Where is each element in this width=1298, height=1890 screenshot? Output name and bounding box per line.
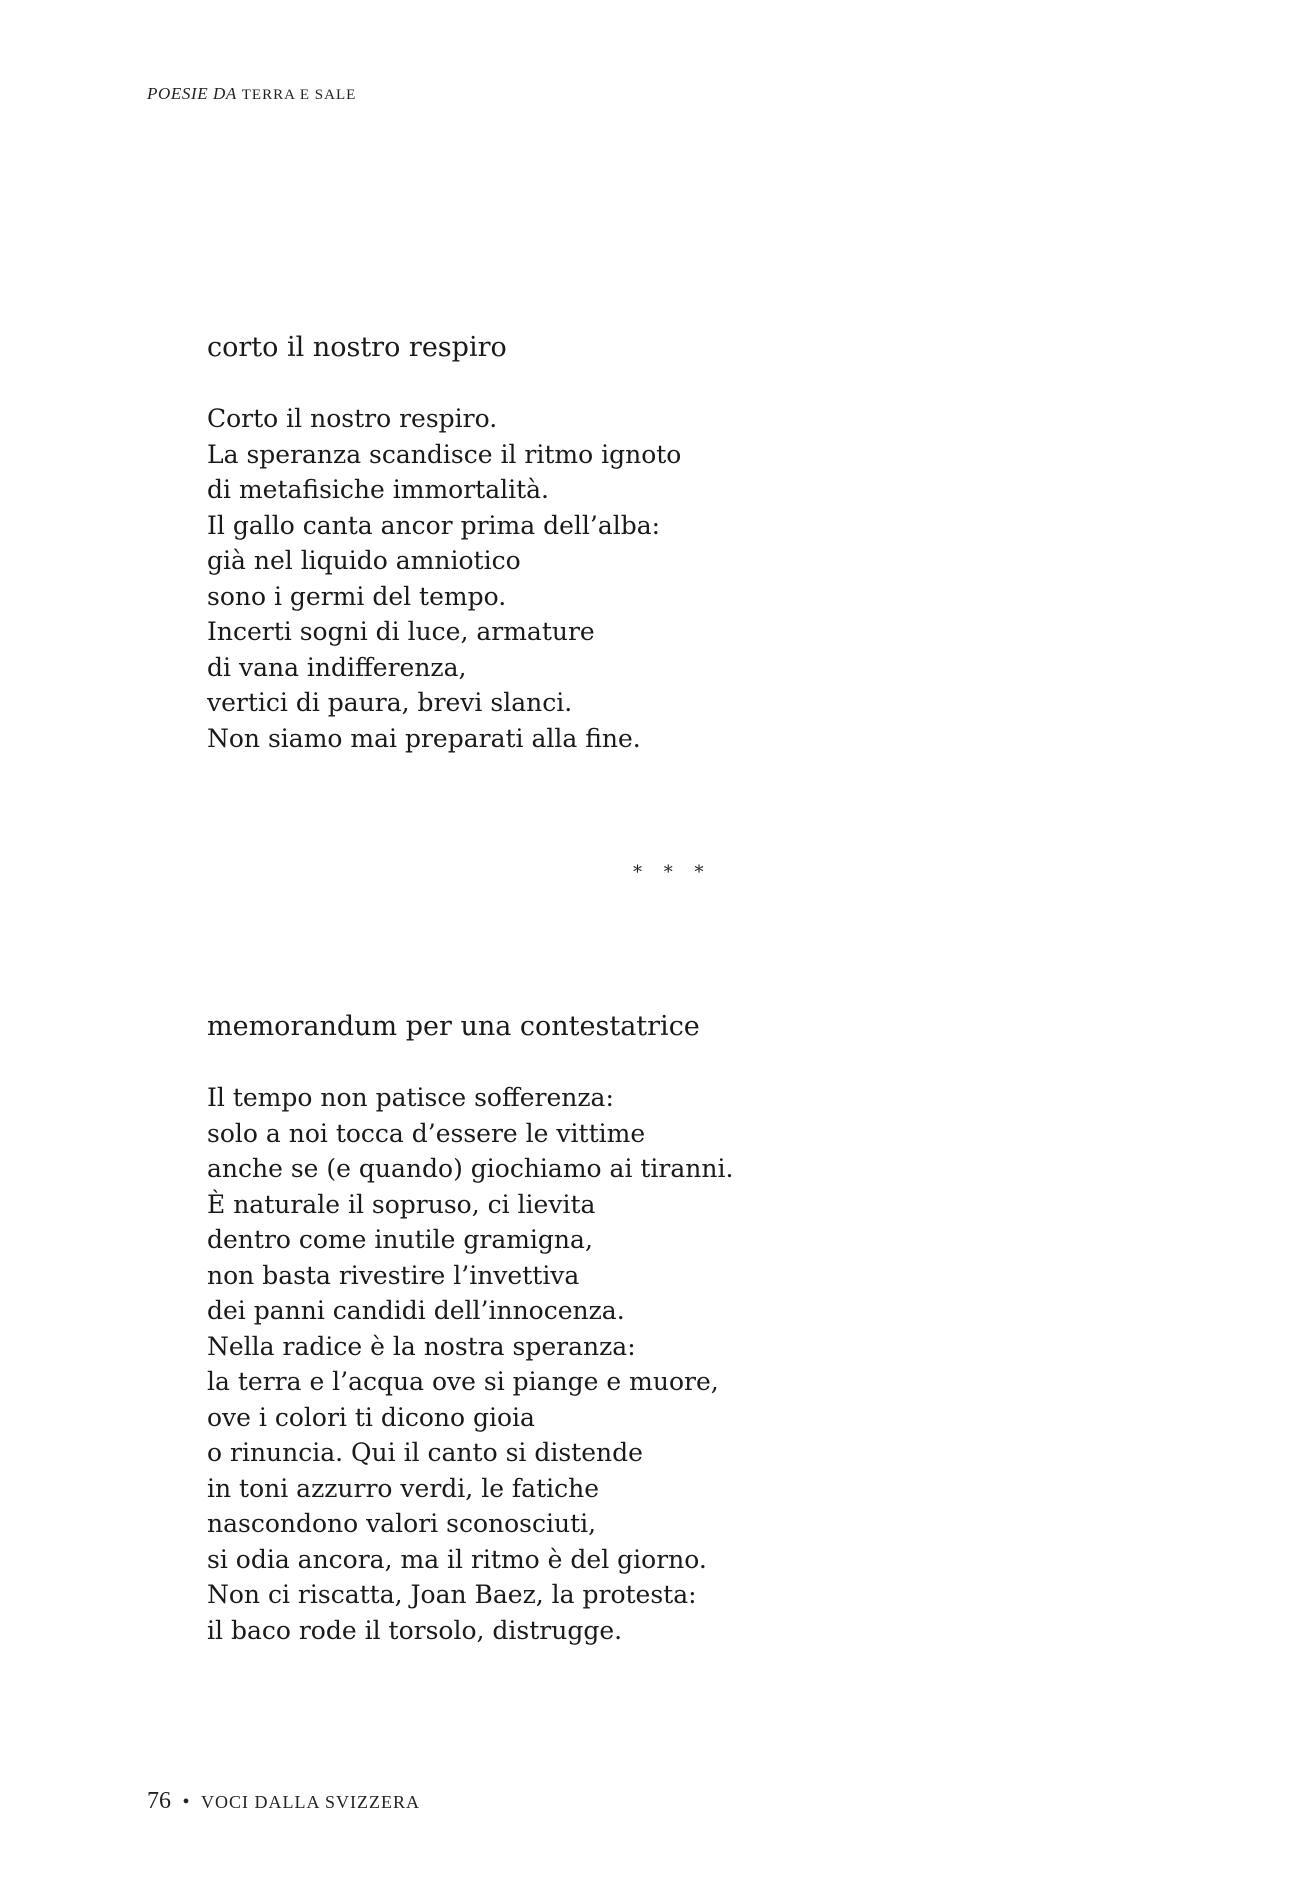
running-head bbox=[147, 84, 356, 104]
poem-line: solo a noi tocca d’essere le vittime bbox=[207, 1118, 646, 1148]
poem-line: il baco rode il torsolo, distrugge. bbox=[207, 1615, 623, 1645]
poem-line: in toni azzurro verdi, le fatiche bbox=[207, 1473, 600, 1503]
poem-line: Nella radice è la nostra speranza: bbox=[207, 1331, 636, 1361]
poem-line: non basta rivestire l’invettiva bbox=[207, 1260, 580, 1290]
poem-line: nascondono valori sconosciuti, bbox=[207, 1509, 597, 1538]
poem-title: corto il nostro respiro bbox=[207, 332, 507, 363]
poem-line: già nel liquido amniotico bbox=[207, 546, 521, 575]
running-head-title: TERRA E SALE bbox=[241, 87, 357, 103]
poem-line: vertici di paura, brevi slanci. bbox=[207, 688, 573, 717]
journal-title: VOCI DALLA SVIZZERA bbox=[201, 1792, 421, 1812]
bullet-separator: • bbox=[182, 1791, 190, 1813]
running-head-italic: POESIE DA bbox=[147, 84, 237, 103]
poem-line: Corto il nostro respiro. bbox=[207, 404, 498, 433]
page-footer bbox=[147, 1788, 420, 1815]
page-number: 76 bbox=[147, 1788, 171, 1814]
poem-line: Non siamo mai preparati alla fine. bbox=[207, 723, 641, 753]
poem-corto-il-nostro-respiro bbox=[207, 330, 967, 756]
poem-line: Il tempo non patisce sofferenza: bbox=[207, 1083, 614, 1112]
poem-line: dentro come inutile gramigna, bbox=[207, 1225, 593, 1254]
poem-line: o rinuncia. Qui il canto si distende bbox=[207, 1438, 643, 1467]
poem-line: anche se (e quando) giochiamo ai tiranni. bbox=[207, 1154, 734, 1183]
poem-line: La speranza scandisce il ritmo ignoto bbox=[207, 439, 682, 469]
poem-memorandum-per-una-contestatrice bbox=[207, 1009, 967, 1648]
poem-lines bbox=[207, 1080, 967, 1648]
poem-line: Non ci riscatta, Joan Baez, la protesta: bbox=[207, 1580, 697, 1609]
poem-line: sono i germi del tempo. bbox=[207, 581, 507, 611]
poem-line: ove i colori ti dicono gioia bbox=[207, 1402, 535, 1432]
poem-line: Il gallo canta ancor prima dell’alba: bbox=[207, 510, 661, 540]
poem-line: si odia ancora, ma il ritmo è del giorno. bbox=[207, 1544, 707, 1574]
poem-line: di vana indifferenza, bbox=[207, 652, 467, 682]
poem-line: la terra e l’acqua ove si piange e muore, bbox=[207, 1367, 719, 1396]
poem-title: memorandum per una contestatrice bbox=[207, 1011, 700, 1042]
poem-line: dei panni candidi dell’innocenza. bbox=[207, 1296, 625, 1325]
section-separator: * * * bbox=[633, 862, 712, 883]
poem-line: È naturale il sopruso, ci lievita bbox=[207, 1189, 596, 1219]
poem-line: Incerti sogni di luce, armature bbox=[207, 617, 595, 646]
poem-line: di metafisiche immortalità. bbox=[207, 475, 549, 504]
poem-lines bbox=[207, 401, 967, 756]
